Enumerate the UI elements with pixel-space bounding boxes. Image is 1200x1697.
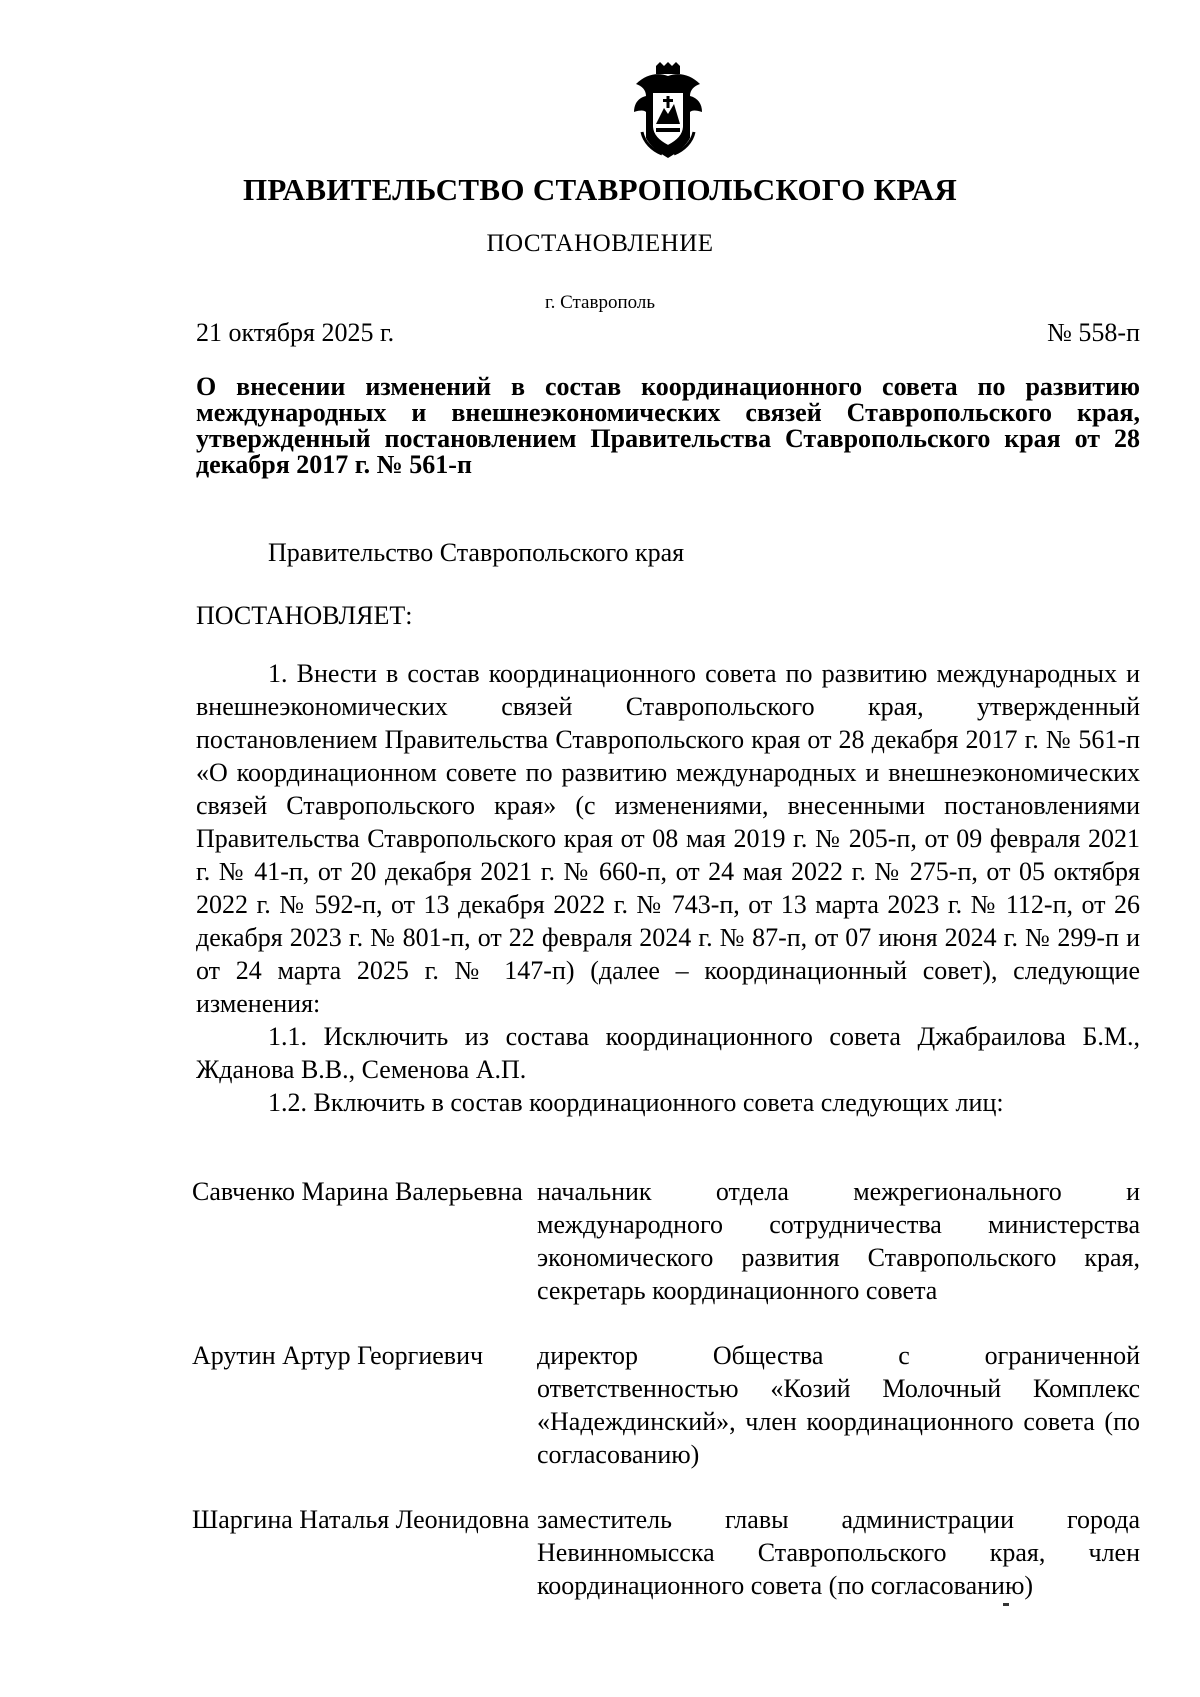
member-row	[192, 1339, 1140, 1471]
member-row	[192, 1503, 1140, 1602]
issuing-body: Правительство Ставропольского края	[268, 538, 685, 567]
item-1-2: 1.2. Включить в состав координационного совета следующих лиц:	[268, 1088, 1004, 1117]
document-body	[196, 657, 1140, 1119]
document-subject: О внесении изменений в состав координационного совета по развитию международных и внешнеэкономических связей Ставропольского края, утвержденный постановлением Правительства Ставропольского края от 28 декабря 2017 г. № 561-п	[196, 372, 1140, 479]
member-role: директор Общества с ограниченной ответственностью «Козий Молочный Комплекс «Надеждинский», член координационного совета (по согласованию)	[537, 1341, 1140, 1469]
document-kind: ПОСТАНОВЛЕНИЕ	[486, 230, 714, 257]
member-name: Шаргина Наталья Леонидовна	[192, 1505, 530, 1534]
document-number: № 558-п	[1047, 318, 1140, 347]
city: г. Ставрополь	[544, 292, 656, 313]
coat-of-arms-icon	[628, 62, 708, 160]
member-role: заместитель главы администрации города Невинномысска Ставропольского края, член координационного совета (по согласованию)	[537, 1505, 1140, 1600]
members-list	[192, 1175, 1140, 1634]
member-row	[192, 1175, 1140, 1307]
scan-speck	[1003, 1603, 1009, 1606]
document-date: 21 октября 2025 г.	[196, 318, 395, 347]
member-name: Арутин Артур Георгиевич	[192, 1341, 484, 1370]
government-title: ПРАВИТЕЛЬСТВО СТАВРОПОЛЬСКОГО КРАЯ	[242, 172, 958, 207]
paragraph-1: 1. Внести в состав координационного совета по развитию международных и внешнеэкономических связей Ставропольского края, утвержденный постановлением Правительства Ставропольского края от 28 декабря 2017 г. № 561-п «О координационном совете по развитию международных и внешнеэкономических связей Ставропольского края» (с изменениями, внесенными постановлениями Правительства Ставропольского края от 08 мая 2019 г. № 205-п, от 09 февраля 2021 г. № 41-п, от 20 декабря 2021 г. № 660-п, от 24 мая 2022 г. № 275-п, от 05 октября 2022 г. № 592-п, от 13 декабря 2022 г. № 743-п, от 13 марта 2023 г. № 112-п, от 26 декабря 2023 г. № 801-п, от 22 февраля 2024 г. № 87-п, от 07 июня 2024 г. № 299-п и от 24 марта 2025 г. № 147-п) (далее – координационный совет), следующие изменения:	[196, 659, 1140, 1018]
member-role: начальник отдела межрегионального и международного сотрудничества министерства экономического развития Ставропольского края, секретарь координационного совета	[537, 1177, 1140, 1305]
decree-word: ПОСТАНОВЛЯЕТ:	[196, 601, 413, 630]
item-1-1: 1.1. Исключить из состава координационного совета Джабраилова Б.М., Жданова В.В., Семенова А.П.	[196, 1022, 1140, 1084]
member-name: Савченко Марина Валерьевна	[192, 1177, 523, 1206]
